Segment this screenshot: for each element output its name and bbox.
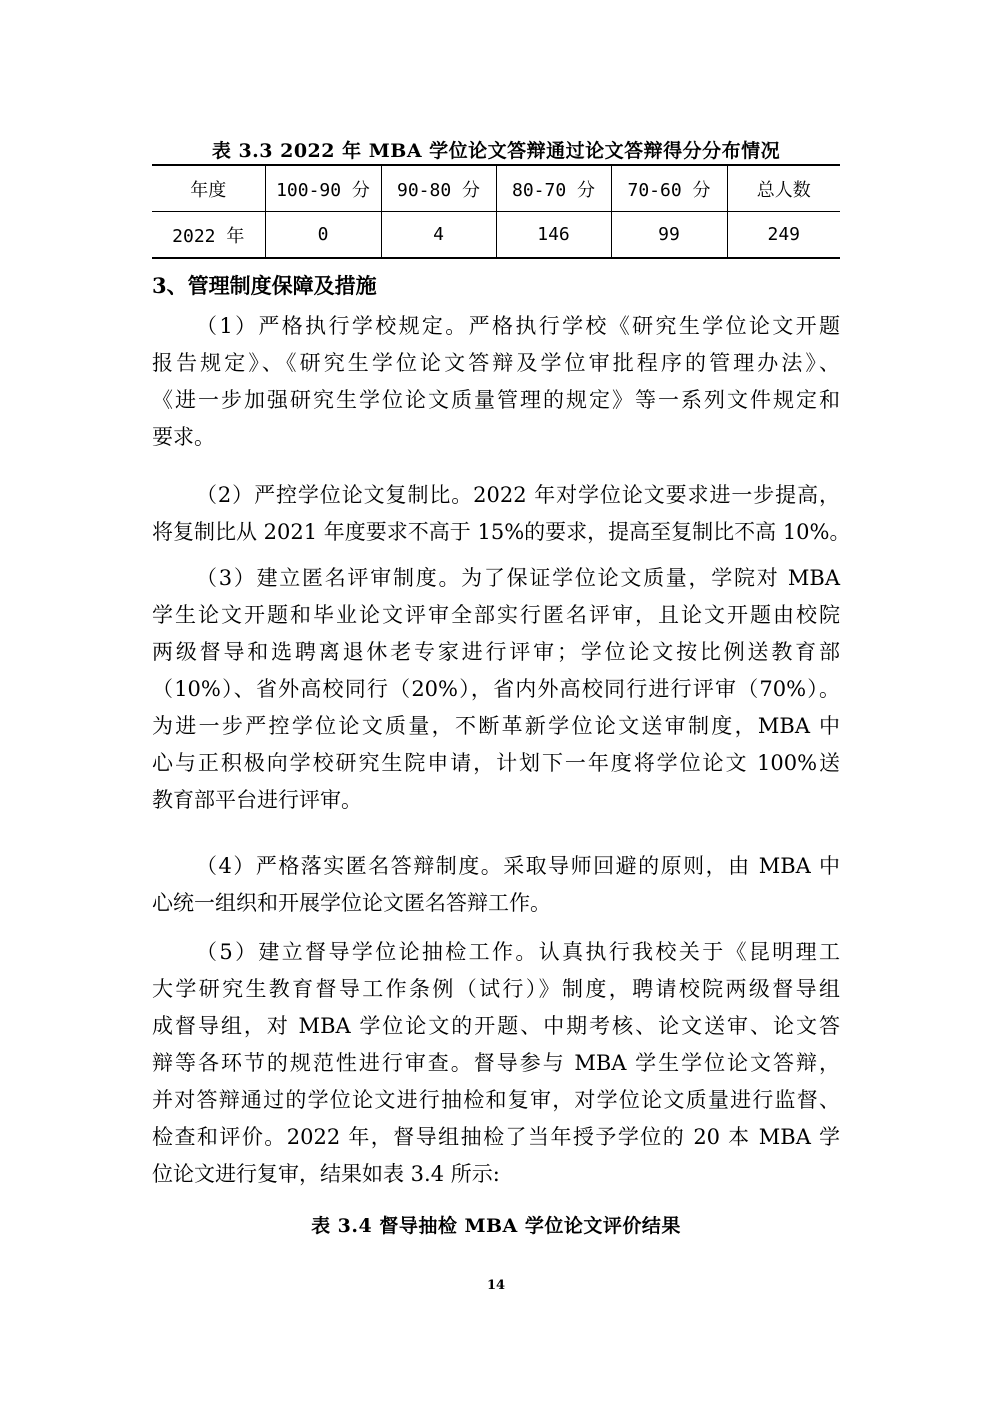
text-line: 学生论文开题和毕业论文评审全部实行匿名评审，且论文开题由校院 bbox=[152, 603, 840, 627]
text-line: 两级督导和选聘离退休老专家进行评审；学位论文按比例送教育部 bbox=[152, 640, 840, 664]
text-line: （3）建立匿名评审制度。为了保证学位论文质量，学院对 MBA bbox=[196, 566, 840, 590]
table-header-cell: 100-90 分 bbox=[265, 165, 381, 212]
paragraph-3 bbox=[152, 560, 840, 819]
text-line: （1）严格执行学校规定。严格执行学校《研究生学位论文开题 bbox=[196, 314, 840, 338]
text-line: 成督导组，对 MBA 学位论文的开题、中期考核、论文送审、论文答 bbox=[152, 1014, 840, 1038]
text-line: 心与正积极向学校研究生院申请，计划下一年度将学位论文 100%送 bbox=[152, 751, 840, 775]
table-3-4-caption: 表 3.4 督导抽检 MBA 学位论文评价结果 bbox=[311, 1215, 681, 1237]
section-heading: 3、管理制度保障及措施 bbox=[152, 273, 377, 298]
text-line: （4）严格落实匿名答辩制度。采取导师回避的原则，由 MBA 中 bbox=[196, 854, 840, 878]
text-line: （10%）、省外高校同行（20%），省内外高校同行进行评审（70%）。 bbox=[152, 677, 840, 701]
paragraph-2 bbox=[152, 477, 851, 551]
text-line: 心统一组织和开展学位论文匿名答辩工作。 bbox=[152, 891, 551, 915]
text-line: 将复制比从 2021 年度要求不高于 15%的要求，提高至复制比不高 10%。 bbox=[152, 520, 851, 544]
text-line: 位论文进行复审，结果如表 3.4 所示: bbox=[152, 1162, 500, 1186]
table-header-cell: 年度 bbox=[152, 165, 265, 212]
paragraph-5 bbox=[152, 934, 840, 1193]
table-cell: 4 bbox=[381, 212, 496, 259]
table-row bbox=[152, 212, 840, 259]
text-line: （5）建立督导学位论抽检工作。认真执行我校关于《昆明理工 bbox=[196, 940, 840, 964]
text-line: 教育部平台进行评审。 bbox=[152, 788, 362, 812]
table-header-row bbox=[152, 165, 840, 212]
table-cell: 146 bbox=[496, 212, 611, 259]
text-line: 《进一步加强研究生学位论文质量管理的规定》等一系列文件规定和 bbox=[152, 388, 840, 412]
text-line: 检查和评价。2022 年，督导组抽检了当年授予学位的 20 本 MBA 学 bbox=[152, 1125, 840, 1149]
text-line: 辩等各环节的规范性进行审查。督导参与 MBA 学生学位论文答辩， bbox=[152, 1051, 840, 1075]
table-header-cell: 总人数 bbox=[727, 165, 840, 212]
text-line: 大学研究生教育督导工作条例（试行）》制度，聘请校院两级督导组 bbox=[152, 977, 840, 1001]
table-header-cell: 70-60 分 bbox=[611, 165, 727, 212]
table-cell: 249 bbox=[727, 212, 840, 259]
text-line: 报告规定》、《研究生学位论文答辩及学位审批程序的管理办法》、 bbox=[152, 351, 840, 375]
text-line: 要求。 bbox=[152, 425, 215, 449]
text-line: （2）严控学位论文复制比。2022 年对学位论文要求进一步提高， bbox=[196, 483, 840, 507]
table-cell: 2022 年 bbox=[152, 212, 265, 259]
text-line: 为进一步严控学位论文质量，不断革新学位论文送审制度，MBA 中 bbox=[152, 714, 840, 738]
table-cell: 99 bbox=[611, 212, 727, 259]
text-line: 并对答辩通过的学位论文进行抽检和复审，对学位论文质量进行监督、 bbox=[152, 1088, 840, 1112]
table-3-3-caption: 表 3.3 2022 年 MBA 学位论文答辩通过论文答辩得分分布情况 bbox=[211, 140, 781, 162]
table-cell: 0 bbox=[265, 212, 381, 259]
page-number: 14 bbox=[486, 1278, 506, 1293]
paragraph-1 bbox=[152, 308, 840, 456]
score-distribution-table bbox=[152, 164, 840, 259]
paragraph-4 bbox=[152, 848, 840, 922]
table-header-cell: 90-80 分 bbox=[381, 165, 496, 212]
table-header-cell: 80-70 分 bbox=[496, 165, 611, 212]
